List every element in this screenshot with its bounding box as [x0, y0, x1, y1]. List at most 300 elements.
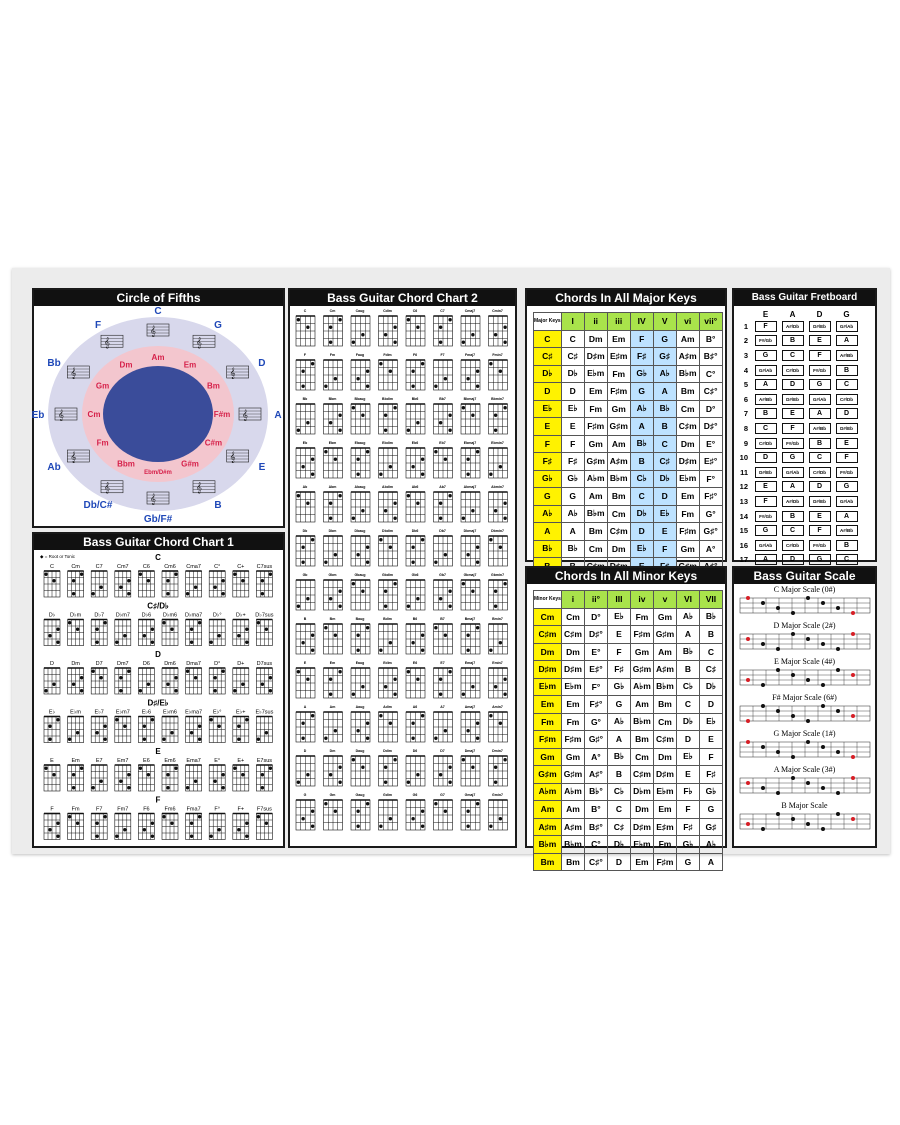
finger-dot — [494, 590, 497, 593]
finger-dot — [48, 634, 51, 637]
finger-dot — [269, 689, 272, 692]
finger-dot — [76, 628, 79, 631]
finger-dot — [384, 509, 387, 512]
note-cell-wrapper — [752, 553, 779, 568]
note-cell: F — [755, 321, 777, 332]
chord-name: Adim — [383, 705, 392, 709]
finger-dot — [92, 592, 95, 595]
finger-dot — [311, 810, 314, 813]
finger-dot — [466, 729, 469, 732]
key-cell: F♯m — [534, 731, 562, 749]
finger-dot — [143, 634, 146, 637]
chord-cell: G♯° — [699, 523, 722, 541]
circle-title: Circle of Fifths — [34, 290, 283, 306]
chord-cell: E — [676, 766, 699, 784]
finger-dot — [96, 731, 99, 734]
note-cell: E — [755, 481, 777, 492]
note-cell-wrapper — [806, 480, 833, 495]
chord-cell: C♯ — [699, 661, 722, 679]
key-cell: A♯m — [534, 818, 562, 836]
finger-dot — [356, 649, 359, 652]
chord-cell: Bm — [607, 488, 630, 506]
chord-name: E6 — [143, 758, 150, 764]
finger-dot — [439, 773, 442, 776]
chord-name: Amaj7 — [464, 705, 476, 709]
scale-note-dot — [836, 750, 840, 754]
finger-dot — [76, 731, 79, 734]
degree-header: i — [561, 591, 584, 609]
chord-name: Eb6 — [411, 441, 419, 445]
major-key-label: E — [258, 462, 266, 473]
chord-name: F7 — [95, 806, 103, 813]
finger-dot — [384, 781, 387, 784]
finger-dot — [306, 678, 309, 681]
finger-dot — [448, 429, 451, 432]
chord-name: Fdim — [383, 353, 392, 357]
note-cell: G — [755, 525, 777, 536]
finger-dot — [476, 385, 479, 388]
finger-dot — [421, 634, 424, 637]
finger-dot — [324, 626, 327, 629]
scale-row — [738, 657, 871, 693]
note-cell-wrapper — [833, 421, 860, 436]
chord-cell: E♭m — [676, 470, 699, 488]
finger-dot — [174, 676, 177, 679]
key-row — [534, 540, 723, 558]
scale-row — [738, 585, 871, 621]
chord-cell: G♯m — [607, 418, 630, 436]
chord-cell: B — [630, 453, 653, 471]
chord-name: Ebmin7 — [491, 441, 504, 445]
chord-cell: E♭m — [653, 783, 676, 801]
finger-dot — [301, 385, 304, 388]
chord-cell: A♯m — [561, 818, 584, 836]
scale-note-dot — [821, 827, 825, 831]
chord-cell: D° — [584, 608, 607, 626]
scale-note-dot — [836, 812, 840, 816]
note-cell: D — [755, 452, 777, 463]
chord-name: G7 — [440, 793, 445, 797]
note-cell-wrapper — [806, 553, 833, 568]
scale-label: B Major Scale — [781, 801, 828, 810]
finger-dot — [499, 370, 502, 373]
note-cell: B — [782, 335, 804, 346]
note-cell-wrapper — [779, 334, 806, 349]
finger-dot — [151, 835, 154, 838]
finger-dot — [338, 605, 341, 608]
minor-keys-table — [533, 590, 723, 871]
finger-dot — [471, 333, 474, 336]
note-cell-wrapper — [833, 363, 860, 378]
chord-cell: C° — [699, 365, 722, 383]
finger-dot — [503, 502, 506, 505]
chord-name: D♭ — [48, 612, 56, 619]
note-cell: G#/Ab — [782, 467, 804, 478]
chord-cell: Cm — [630, 748, 653, 766]
chord-cell: E♭ — [607, 608, 630, 626]
finger-dot — [439, 341, 442, 344]
chord-name: E7 — [95, 758, 103, 764]
note-cell: D — [836, 408, 858, 419]
chord-cell: B♭m — [653, 678, 676, 696]
chord-name: D♭6 — [141, 612, 152, 619]
chord-name: Cdim — [383, 309, 392, 313]
chord-cell: C — [676, 696, 699, 714]
finger-dot — [119, 676, 122, 679]
finger-dot — [218, 634, 221, 637]
scale-note-dot — [746, 678, 750, 682]
finger-dot — [411, 561, 414, 564]
note-cell: A — [809, 408, 831, 419]
finger-dot — [334, 729, 337, 732]
finger-dot — [329, 421, 332, 424]
finger-dot — [190, 641, 193, 644]
chord-cell: G♭ — [561, 470, 584, 488]
chord-cell: C♭ — [607, 783, 630, 801]
scale-note-dot — [851, 776, 855, 780]
chord-cell: A♭ — [607, 713, 630, 731]
finger-dot — [448, 670, 451, 673]
chord-name: Fm6 — [164, 806, 176, 813]
chord-cell: G♯m — [561, 766, 584, 784]
major-key-label: Ab — [47, 462, 61, 473]
chord-name: A6 — [412, 705, 418, 709]
finger-dot — [444, 810, 447, 813]
note-cell-wrapper — [806, 436, 833, 451]
chord-name: D♭m6 — [162, 612, 178, 619]
note-cell-wrapper — [833, 319, 860, 334]
note-cell: B — [755, 408, 777, 419]
finger-dot — [311, 362, 314, 365]
finger-dot — [444, 458, 447, 461]
finger-dot — [265, 628, 268, 631]
note-cell: G#/Ab — [836, 321, 858, 332]
finger-dot — [379, 538, 382, 541]
chord-cell: Em — [653, 801, 676, 819]
scale-title: Bass Guitar Scale — [734, 568, 875, 584]
finger-dot — [366, 546, 369, 549]
finger-dot — [115, 718, 118, 721]
finger-dot — [407, 494, 410, 497]
chord-name: Eb — [302, 441, 308, 445]
chord-cell: Cm — [584, 540, 607, 558]
finger-dot — [361, 766, 364, 769]
chart-1-key-heading: E — [155, 747, 161, 756]
chord-cell: B♯° — [584, 818, 607, 836]
scale-note-dot — [746, 596, 750, 600]
key-cell: Fm — [534, 713, 562, 731]
finger-dot — [329, 773, 332, 776]
note-cell-wrapper — [806, 348, 833, 363]
note-cell-wrapper — [833, 509, 860, 524]
chord-name: Bbm — [328, 397, 337, 401]
finger-dot — [356, 729, 359, 732]
finger-dot — [393, 326, 396, 329]
key-cell: D — [534, 383, 562, 401]
finger-dot — [218, 828, 221, 831]
chord-cell: B♭ — [561, 540, 584, 558]
finger-dot — [96, 628, 99, 631]
finger-dot — [119, 586, 122, 589]
finger-dot — [245, 641, 248, 644]
finger-dot — [68, 815, 71, 818]
scale-label: A Major Scale (3#) — [773, 765, 836, 774]
finger-dot — [143, 828, 146, 831]
finger-dot — [301, 641, 304, 644]
chord-name: Em6 — [164, 758, 176, 764]
chord-name: Ebaug — [354, 441, 366, 445]
scale-label: G Major Scale (1#) — [773, 729, 836, 738]
finger-dot — [334, 553, 337, 556]
chord-cell: C — [699, 643, 722, 661]
finger-dot — [416, 597, 419, 600]
finger-dot — [311, 473, 314, 476]
finger-dot — [324, 561, 327, 564]
chord-chart-2-grid — [290, 306, 515, 846]
finger-dot — [393, 758, 396, 761]
chord-name: C6 — [142, 564, 150, 570]
note-cell-wrapper — [752, 392, 779, 407]
chord-name: E♭m6 — [163, 709, 177, 716]
treble-clef-icon: 𝄞 — [229, 452, 236, 463]
chord-cell: Dm — [584, 330, 607, 348]
note-cell: F — [755, 496, 777, 507]
chord-cell: Dm — [653, 748, 676, 766]
chord-name: Fma7 — [186, 806, 201, 813]
finger-dot — [306, 597, 309, 600]
key-row — [534, 523, 723, 541]
note-cell-wrapper — [779, 509, 806, 524]
chord-cell: B♭m — [584, 505, 607, 523]
chord-name: Bb — [302, 397, 308, 401]
chord-cell: F — [607, 643, 630, 661]
finger-dot — [489, 714, 492, 717]
note-cell-wrapper — [752, 538, 779, 553]
treble-clef-icon: 𝄞 — [150, 494, 156, 505]
finger-dot — [444, 377, 447, 380]
finger-dot — [311, 714, 314, 717]
chord-cell: Fm — [561, 713, 584, 731]
chord-chart-2-title: Bass Guitar Chord Chart 2 — [290, 290, 515, 306]
finger-dot — [237, 828, 240, 831]
scale-tab — [738, 775, 873, 799]
finger-dot — [434, 737, 437, 740]
key-row — [534, 661, 723, 679]
finger-dot — [503, 582, 506, 585]
chord-cell: F♯ — [630, 348, 653, 366]
chord-cell: D♯m — [676, 453, 699, 471]
note-cell-wrapper — [752, 421, 779, 436]
finger-dot — [471, 414, 474, 417]
fret-row — [738, 407, 860, 422]
finger-dot — [494, 509, 497, 512]
scale-note-dot — [806, 822, 810, 826]
chart-poster — [12, 268, 890, 867]
finger-dot — [143, 738, 146, 741]
chord-name: Abmin7 — [491, 485, 504, 489]
finger-dot — [499, 722, 502, 725]
finger-dot — [366, 561, 369, 564]
minor-key-label: Cm — [87, 410, 101, 419]
chord-name: Baug — [355, 617, 365, 621]
chord-cell: F♯m — [630, 626, 653, 644]
chord-name: Am — [329, 705, 336, 709]
finger-dot — [356, 458, 359, 461]
scale-tab — [738, 631, 873, 655]
fret-number: 17 — [739, 555, 748, 565]
chord-cell: Gm — [630, 643, 653, 661]
chord-cell: A♯° — [584, 766, 607, 784]
finger-dot — [261, 773, 264, 776]
chord-cell: G — [561, 488, 584, 506]
finger-dot — [301, 722, 304, 725]
finger-dot — [366, 385, 369, 388]
chord-cell: Am — [561, 801, 584, 819]
chord-cell: G♯ — [699, 818, 722, 836]
chord-name: F7sus — [256, 806, 272, 813]
scale-note-dot — [836, 668, 840, 672]
finger-dot — [462, 341, 465, 344]
finger-dot — [494, 685, 497, 688]
fret-number: 4 — [743, 365, 748, 375]
scale-note-dot — [761, 683, 765, 687]
note-cell: G — [809, 379, 831, 390]
finger-dot — [72, 786, 75, 789]
chord-name: F6 — [143, 806, 150, 813]
chord-name: Fmin7 — [492, 353, 503, 357]
chord-cell: F♯ — [699, 766, 722, 784]
chord-cell: B♭m — [607, 470, 630, 488]
chord-cell: B♭ — [607, 748, 630, 766]
chord-cell: G♭ — [607, 678, 630, 696]
finger-dot — [494, 333, 497, 336]
chord-cell: Dm — [607, 540, 630, 558]
chord-cell: Bm — [653, 696, 676, 714]
scale-note-dot — [761, 601, 765, 605]
fret-row — [738, 523, 860, 538]
note-cell: F — [836, 452, 858, 463]
finger-dot — [489, 362, 492, 365]
finger-dot — [466, 649, 469, 652]
chord-cell: B♯° — [699, 348, 722, 366]
chord-cell: B — [699, 626, 722, 644]
chord-name: Dbaug — [354, 529, 366, 533]
chord-cell: G — [653, 330, 676, 348]
scale-note-dot — [791, 817, 795, 821]
note-cell-wrapper — [779, 538, 806, 553]
finger-dot — [466, 634, 469, 637]
finger-dot — [416, 678, 419, 681]
chord-cell: Cm — [676, 400, 699, 418]
chord-cell: G° — [584, 713, 607, 731]
note-cell-wrapper — [806, 377, 833, 392]
finger-dot — [96, 822, 99, 825]
fret-number: 14 — [739, 511, 748, 521]
finger-dot — [499, 546, 502, 549]
finger-dot — [324, 450, 327, 453]
finger-dot — [503, 693, 506, 696]
treble-clef-icon: 𝄞 — [242, 410, 248, 421]
finger-dot — [76, 822, 79, 825]
chart-1-key-heading: D — [155, 650, 161, 659]
finger-dot — [476, 722, 479, 725]
chord-cell: E° — [699, 435, 722, 453]
chord-cell: C — [630, 488, 653, 506]
major-key-label: Gb/F# — [143, 514, 173, 525]
chord-name: Cmaj7 — [464, 309, 476, 313]
chord-cell: Bm — [584, 523, 607, 541]
scale-note-dot — [776, 812, 780, 816]
fret-row — [738, 450, 860, 465]
finger-dot — [151, 641, 154, 644]
note-cell-wrapper — [752, 436, 779, 451]
finger-dot — [476, 546, 479, 549]
chord-name: C — [50, 564, 54, 570]
finger-dot — [72, 773, 75, 776]
key-cell: Cm — [534, 608, 562, 626]
scale-note-dot — [806, 740, 810, 744]
finger-dot — [170, 822, 173, 825]
finger-dot — [448, 318, 451, 321]
finger-dot — [190, 822, 193, 825]
finger-dot — [100, 780, 103, 783]
chord-name: Fm7 — [117, 806, 129, 813]
chord-cell: D — [676, 731, 699, 749]
finger-dot — [503, 758, 506, 761]
scale-row — [738, 765, 871, 801]
chord-cell: Fm — [607, 365, 630, 383]
finger-dot — [366, 370, 369, 373]
chord-cell: G♭ — [630, 365, 653, 383]
chord-cell: F° — [699, 470, 722, 488]
finger-dot — [166, 592, 169, 595]
chord-cell: B° — [699, 330, 722, 348]
note-cell-wrapper — [833, 407, 860, 422]
finger-dot — [448, 766, 451, 769]
finger-dot — [162, 621, 165, 624]
note-cell-wrapper — [752, 494, 779, 509]
chord-name: Daug — [355, 749, 365, 753]
finger-dot — [123, 828, 126, 831]
finger-dot — [462, 758, 465, 761]
chord-chart-1-title: Bass Guitar Chord Chart 1 — [34, 534, 283, 550]
finger-dot — [311, 825, 314, 828]
note-cell-wrapper — [752, 407, 779, 422]
finger-dot — [494, 605, 497, 608]
scale-note-dot — [806, 637, 810, 641]
finger-dot — [245, 718, 248, 721]
key-cell: A♭ — [534, 505, 562, 523]
finger-dot — [466, 473, 469, 476]
chord-name: Eaug — [355, 661, 365, 665]
finger-dot — [379, 473, 382, 476]
finger-dot — [466, 810, 469, 813]
finger-dot — [123, 725, 126, 728]
finger-dot — [411, 641, 414, 644]
note-cell-wrapper — [833, 465, 860, 480]
chord-name: Faug — [355, 353, 365, 357]
finger-dot — [324, 802, 327, 805]
chord-cell: C♯m — [607, 523, 630, 541]
note-cell: E — [836, 438, 858, 449]
finger-dot — [190, 628, 193, 631]
chord-cell: D — [653, 488, 676, 506]
chord-name: D♭+ — [235, 612, 246, 619]
note-cell-wrapper — [752, 334, 779, 349]
note-cell-wrapper — [806, 450, 833, 465]
note-cell: B — [782, 511, 804, 522]
chord-name: Bb6 — [411, 397, 419, 401]
